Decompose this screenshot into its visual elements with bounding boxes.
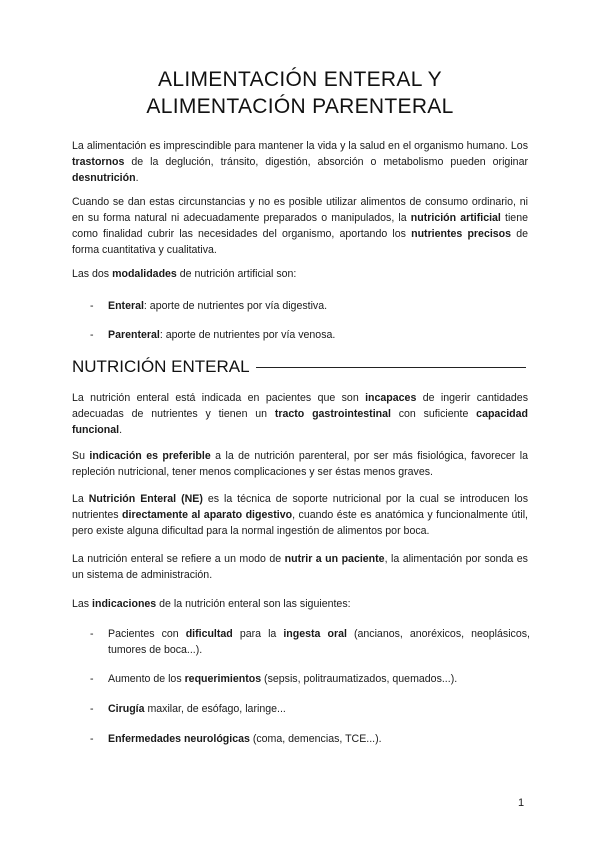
list-dash: - [90,628,94,640]
enteral-paragraph-5: Las indicaciones de la nutrición enteral son las siguientes: [72,598,351,610]
modality-item-enteral: - Enteral: aporte de nutrientes por vía digestiva. [90,300,328,312]
section-heading: NUTRICIÓN ENTERAL [72,356,528,378]
intro-paragraph-2: Cuando se dan estas circunstancias y no es posible utilizar alimentos de consumo ordinario, ni en su forma natural ni adecuadamente preparados o manipulados, la nutrición artificial tiene como finalidad cubrir las necesidades del organismo, aportando los nutrientes precisos de forma cuantitativa y cualitativa. [72,196,528,256]
indication-item: - Cirugía maxilar, de esófago, laringe... [90,703,286,715]
heading-rule [256,367,526,368]
list-dash: - [90,329,94,341]
intro-paragraph-3: Las dos modalidades de nutrición artificial son: [72,268,297,280]
enteral-paragraph-2: Su indicación es preferible a la de nutrición parenteral, por ser más fisiológica, favorecer la repleción nutricional, tener menos complicaciones y ser éstas menos graves. [72,450,528,478]
title-line-1: ALIMENTACIÓN ENTERAL Y [158,68,442,91]
enteral-paragraph-4: La nutrición enteral se refiere a un modo de nutrir a un paciente, la alimentación por sonda es un sistema de administración. [72,553,528,581]
list-dash: - [90,673,94,685]
indication-item: - Aumento de los requerimientos (sepsis, politraumatizados, quemados...). [90,673,458,685]
page-number: 1 [518,797,525,809]
page-title [60,66,540,120]
indication-item: - Enfermedades neurológicas (coma, demencias, TCE...). [90,733,382,745]
enteral-paragraph-1: La nutrición enteral está indicada en pacientes que son incapaces de ingerir cantidades adecuadas de nutrientes y tienen un tracto gastrointestinal con suficiente capacidad funcional. [72,392,528,436]
list-dash: - [90,300,94,312]
list-dash: - [90,733,94,745]
enteral-paragraph-3: La Nutrición Enteral (NE) es la técnica de soporte nutricional por la cual se introducen los nutrientes directamente al aparato digestivo, cuando éste es anatómica y funcionalmente útil, pero existe alguna dificultad para la normal ingestión de alimentos por boca. [72,493,528,537]
indication-item: - Pacientes con dificultad para la ingesta oral (ancianos, anoréxicos, neoplásicos, tumores de boca...). [90,628,530,656]
title-line-2: ALIMENTACIÓN PARENTERAL [146,95,454,118]
list-dash: - [90,703,94,715]
modality-item-parenteral: - Parenteral: aporte de nutrientes por vía venosa. [90,329,336,341]
intro-paragraph-1: La alimentación es imprescindible para mantener la vida y la salud en el organismo humano. Los trastornos de la deglución, tránsito, digestión, absorción o metabolismo pueden originar desnutrición. [72,140,528,184]
